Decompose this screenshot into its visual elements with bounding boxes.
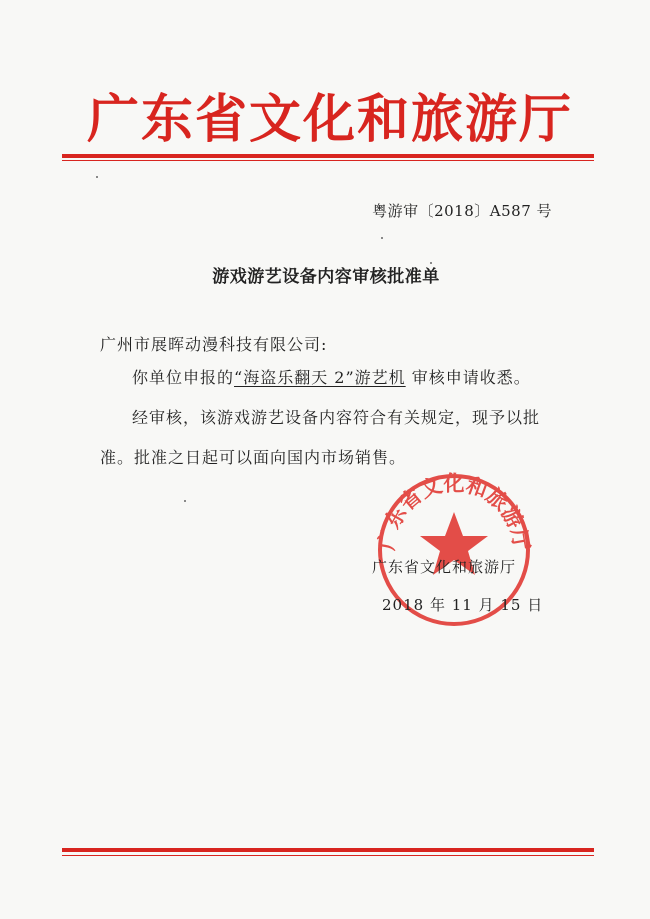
signature-date: 2018 年 11 月 15 日 [382,596,544,614]
issuing-authority-title: 广东省文化和旅游厅 [86,90,573,150]
product-name: “海盗乐翻天 2”游艺机 [234,368,406,387]
para2-line-2: 准。批准之日起可以面向国内市场销售。 [100,448,407,467]
document-title: 游戏游艺设备内容审核批准单 [212,267,440,287]
recipient-company: 广州市展晖动漫科技有限公司: [100,335,328,354]
para1-lead-text: 你单位申报的 [132,368,235,387]
body-paragraph-2 [100,398,558,478]
paper-speck [381,237,383,239]
paper-speck [96,176,98,178]
document-number: 粤游审〔2018〕A587 号 [372,202,552,220]
seal-arc-text: 广东省文化和旅游厅 [374,471,534,552]
para1-tail-text: 审核申请收悉。 [405,368,531,387]
footer-red-rule [62,848,594,852]
footer-red-rule-thin [62,855,594,856]
header-red-rule [62,154,594,158]
paper-speck [430,262,432,264]
para2-line-1: 经审核，该游戏游艺设备内容符合有关规定，现予以批 [132,408,541,427]
paper-speck [184,500,186,502]
body-paragraph-1 [100,358,558,398]
signature-organization: 广东省文化和旅游厅 [372,558,517,576]
header-red-rule-thin [62,160,594,161]
